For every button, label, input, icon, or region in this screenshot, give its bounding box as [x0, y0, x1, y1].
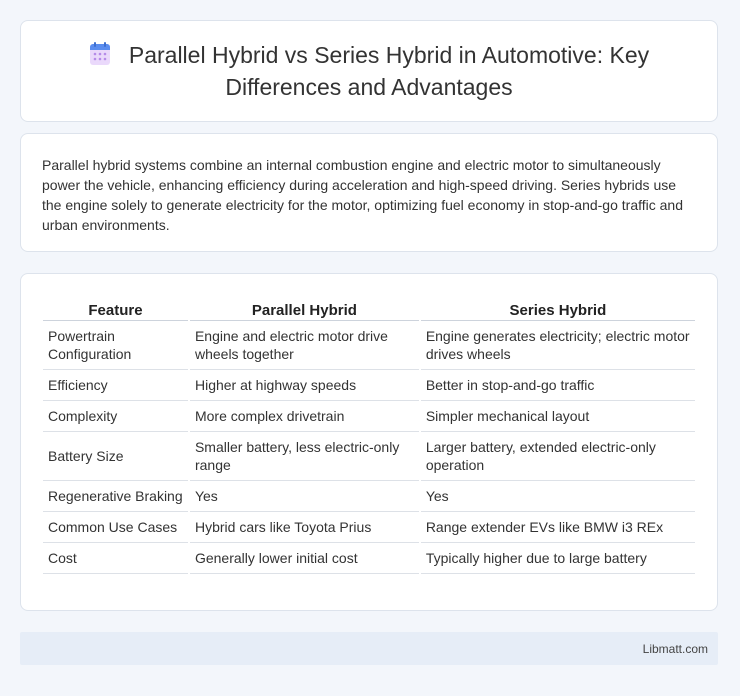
footer-brand-link[interactable]: Libmatt.com — [642, 641, 708, 656]
footer — [20, 632, 718, 665]
row-feature: Cost — [43, 543, 188, 574]
row-series: Range extender EVs like BMW i3 REx — [421, 512, 695, 543]
comparison-card — [20, 273, 718, 611]
row-feature: Common Use Cases — [43, 512, 188, 543]
row-parallel: Hybrid cars like Toyota Prius — [190, 512, 419, 543]
header-series-hybrid: Series Hybrid — [421, 294, 695, 321]
header-feature: Feature — [43, 294, 188, 321]
row-parallel: More complex drivetrain — [190, 401, 419, 432]
row-series: Better in stop-and-go traffic — [421, 370, 695, 401]
row-series: Larger battery, extended electric-only operation — [421, 432, 695, 481]
row-feature: Complexity — [43, 401, 188, 432]
row-feature: Powertrain Configuration — [43, 321, 188, 370]
table-row — [43, 543, 695, 574]
table-row — [43, 512, 695, 543]
table-row — [43, 370, 695, 401]
row-feature: Regenerative Braking — [43, 481, 188, 512]
row-series: Simpler mechanical layout — [421, 401, 695, 432]
row-parallel: Higher at highway speeds — [190, 370, 419, 401]
row-series: Engine generates electricity; electric motor drives wheels — [421, 321, 695, 370]
row-feature: Battery Size — [43, 432, 188, 481]
calendar-icon — [89, 42, 111, 73]
row-parallel: Generally lower initial cost — [190, 543, 419, 574]
comparison-table — [41, 294, 697, 574]
intro-card — [20, 133, 718, 252]
table-row — [43, 432, 695, 481]
row-series: Yes — [421, 481, 695, 512]
title-card — [20, 20, 718, 122]
row-series: Typically higher due to large battery — [421, 543, 695, 574]
row-parallel: Engine and electric motor drive wheels together — [190, 321, 419, 370]
page-title: Parallel Hybrid vs Series Hybrid in Automotive: Key Differences and Advantages — [128, 41, 650, 100]
row-parallel: Smaller battery, less electric-only range — [190, 432, 419, 481]
table-row — [43, 321, 695, 370]
row-feature: Efficiency — [43, 370, 188, 401]
table-row — [43, 401, 695, 432]
header-parallel-hybrid: Parallel Hybrid — [190, 294, 419, 321]
intro-paragraph: Parallel hybrid systems combine an internal combustion engine and electric motor to simultaneously power the vehicle, enhancing efficiency during acceleration and high-speed driving. Series hybrids use the engine solely to generate electricity for the motor, optimizing fuel economy in stop-and-go traffic and urban environments. — [42, 157, 683, 233]
table-header-row — [43, 294, 695, 321]
row-parallel: Yes — [190, 481, 419, 512]
table-row — [43, 481, 695, 512]
page-title-wrap — [59, 41, 679, 102]
